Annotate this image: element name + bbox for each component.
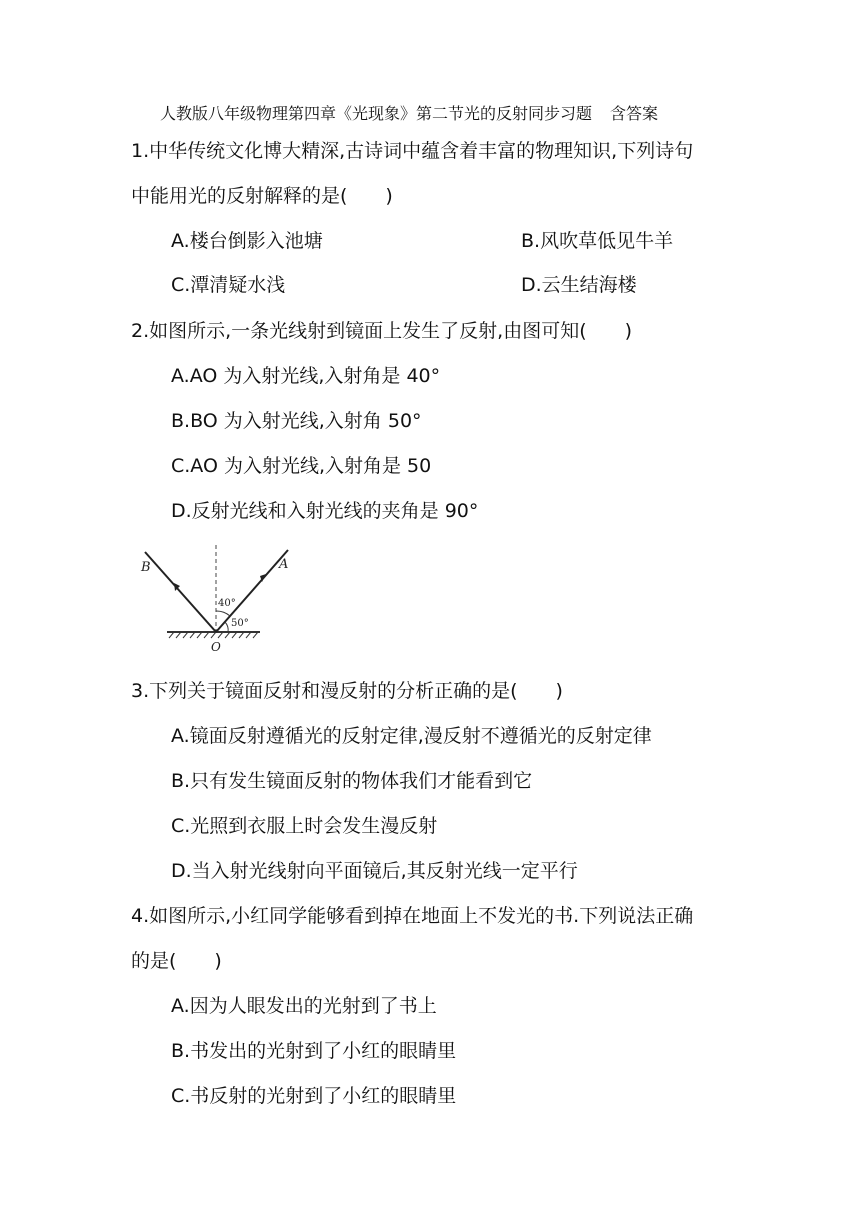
question-3-line-1: 3.下列关于镜面反射和漫反射的分析正确的是( ) — [131, 680, 563, 702]
question-4-option-c: C.书反射的光射到了小红的眼睛里 — [171, 1085, 457, 1107]
angle-50-arc — [225, 622, 228, 632]
document-title — [160, 103, 658, 125]
reflection-diagram — [138, 543, 289, 654]
question-1-option-a: A.楼台倒影入池塘 — [171, 230, 323, 252]
question-1-option-c: C.潭清疑水浅 — [171, 274, 286, 296]
label-a: A — [279, 557, 289, 572]
question-3-option-b: B.只有发生镜面反射的物体我们才能看到它 — [171, 770, 533, 792]
question-1-option-b: B.风吹草低见牛羊 — [521, 230, 674, 252]
question-3-option-c: C.光照到衣服上时会发生漫反射 — [171, 815, 438, 837]
question-2-line-1: 2.如图所示,一条光线射到镜面上发生了反射,由图可知( ) — [131, 320, 633, 342]
label-b: B — [141, 560, 151, 575]
ray-bo — [145, 552, 216, 632]
question-2-option-c: C.AO 为入射光线,入射角是 50 — [171, 455, 432, 477]
angle-40-label: 40° — [218, 598, 236, 609]
question-1-option-d: D.云生结海楼 — [521, 274, 637, 296]
angle-50-label: 50° — [231, 618, 249, 629]
ray-ao — [216, 550, 288, 632]
question-4-line-2: 的是( ) — [131, 950, 222, 972]
question-1-line-1: 1.中华传统文化博大精深,古诗词中蕴含着丰富的物理知识,下列诗句 — [131, 140, 694, 162]
question-4-option-b: B.书发出的光射到了小红的眼睛里 — [171, 1040, 457, 1062]
angle-40-arc — [216, 611, 230, 616]
question-2-option-b: B.BO 为入射光线,入射角 50° — [171, 410, 422, 432]
question-1-line-2: 中能用光的反射解释的是( ) — [131, 185, 393, 207]
question-4-option-a: A.因为人眼发出的光射到了书上 — [171, 995, 437, 1017]
document-title-main: 人教版八年级物理第四章《光现象》第二节光的反射同步习题 — [160, 104, 593, 123]
question-4-line-1: 4.如图所示,小红同学能够看到掉在地面上不发光的书.下列说法正确 — [131, 905, 694, 927]
question-2-option-d: D.反射光线和入射光线的夹角是 90° — [171, 500, 479, 522]
question-3-option-d: D.当入射光线射向平面镜后,其反射光线一定平行 — [171, 860, 578, 882]
question-2-option-a: A.AO 为入射光线,入射角是 40° — [171, 365, 441, 387]
question-3-option-a: A.镜面反射遵循光的反射定律,漫反射不遵循光的反射定律 — [171, 725, 652, 747]
document-title-suffix: 含答案 — [610, 104, 659, 123]
label-o: O — [211, 640, 221, 654]
